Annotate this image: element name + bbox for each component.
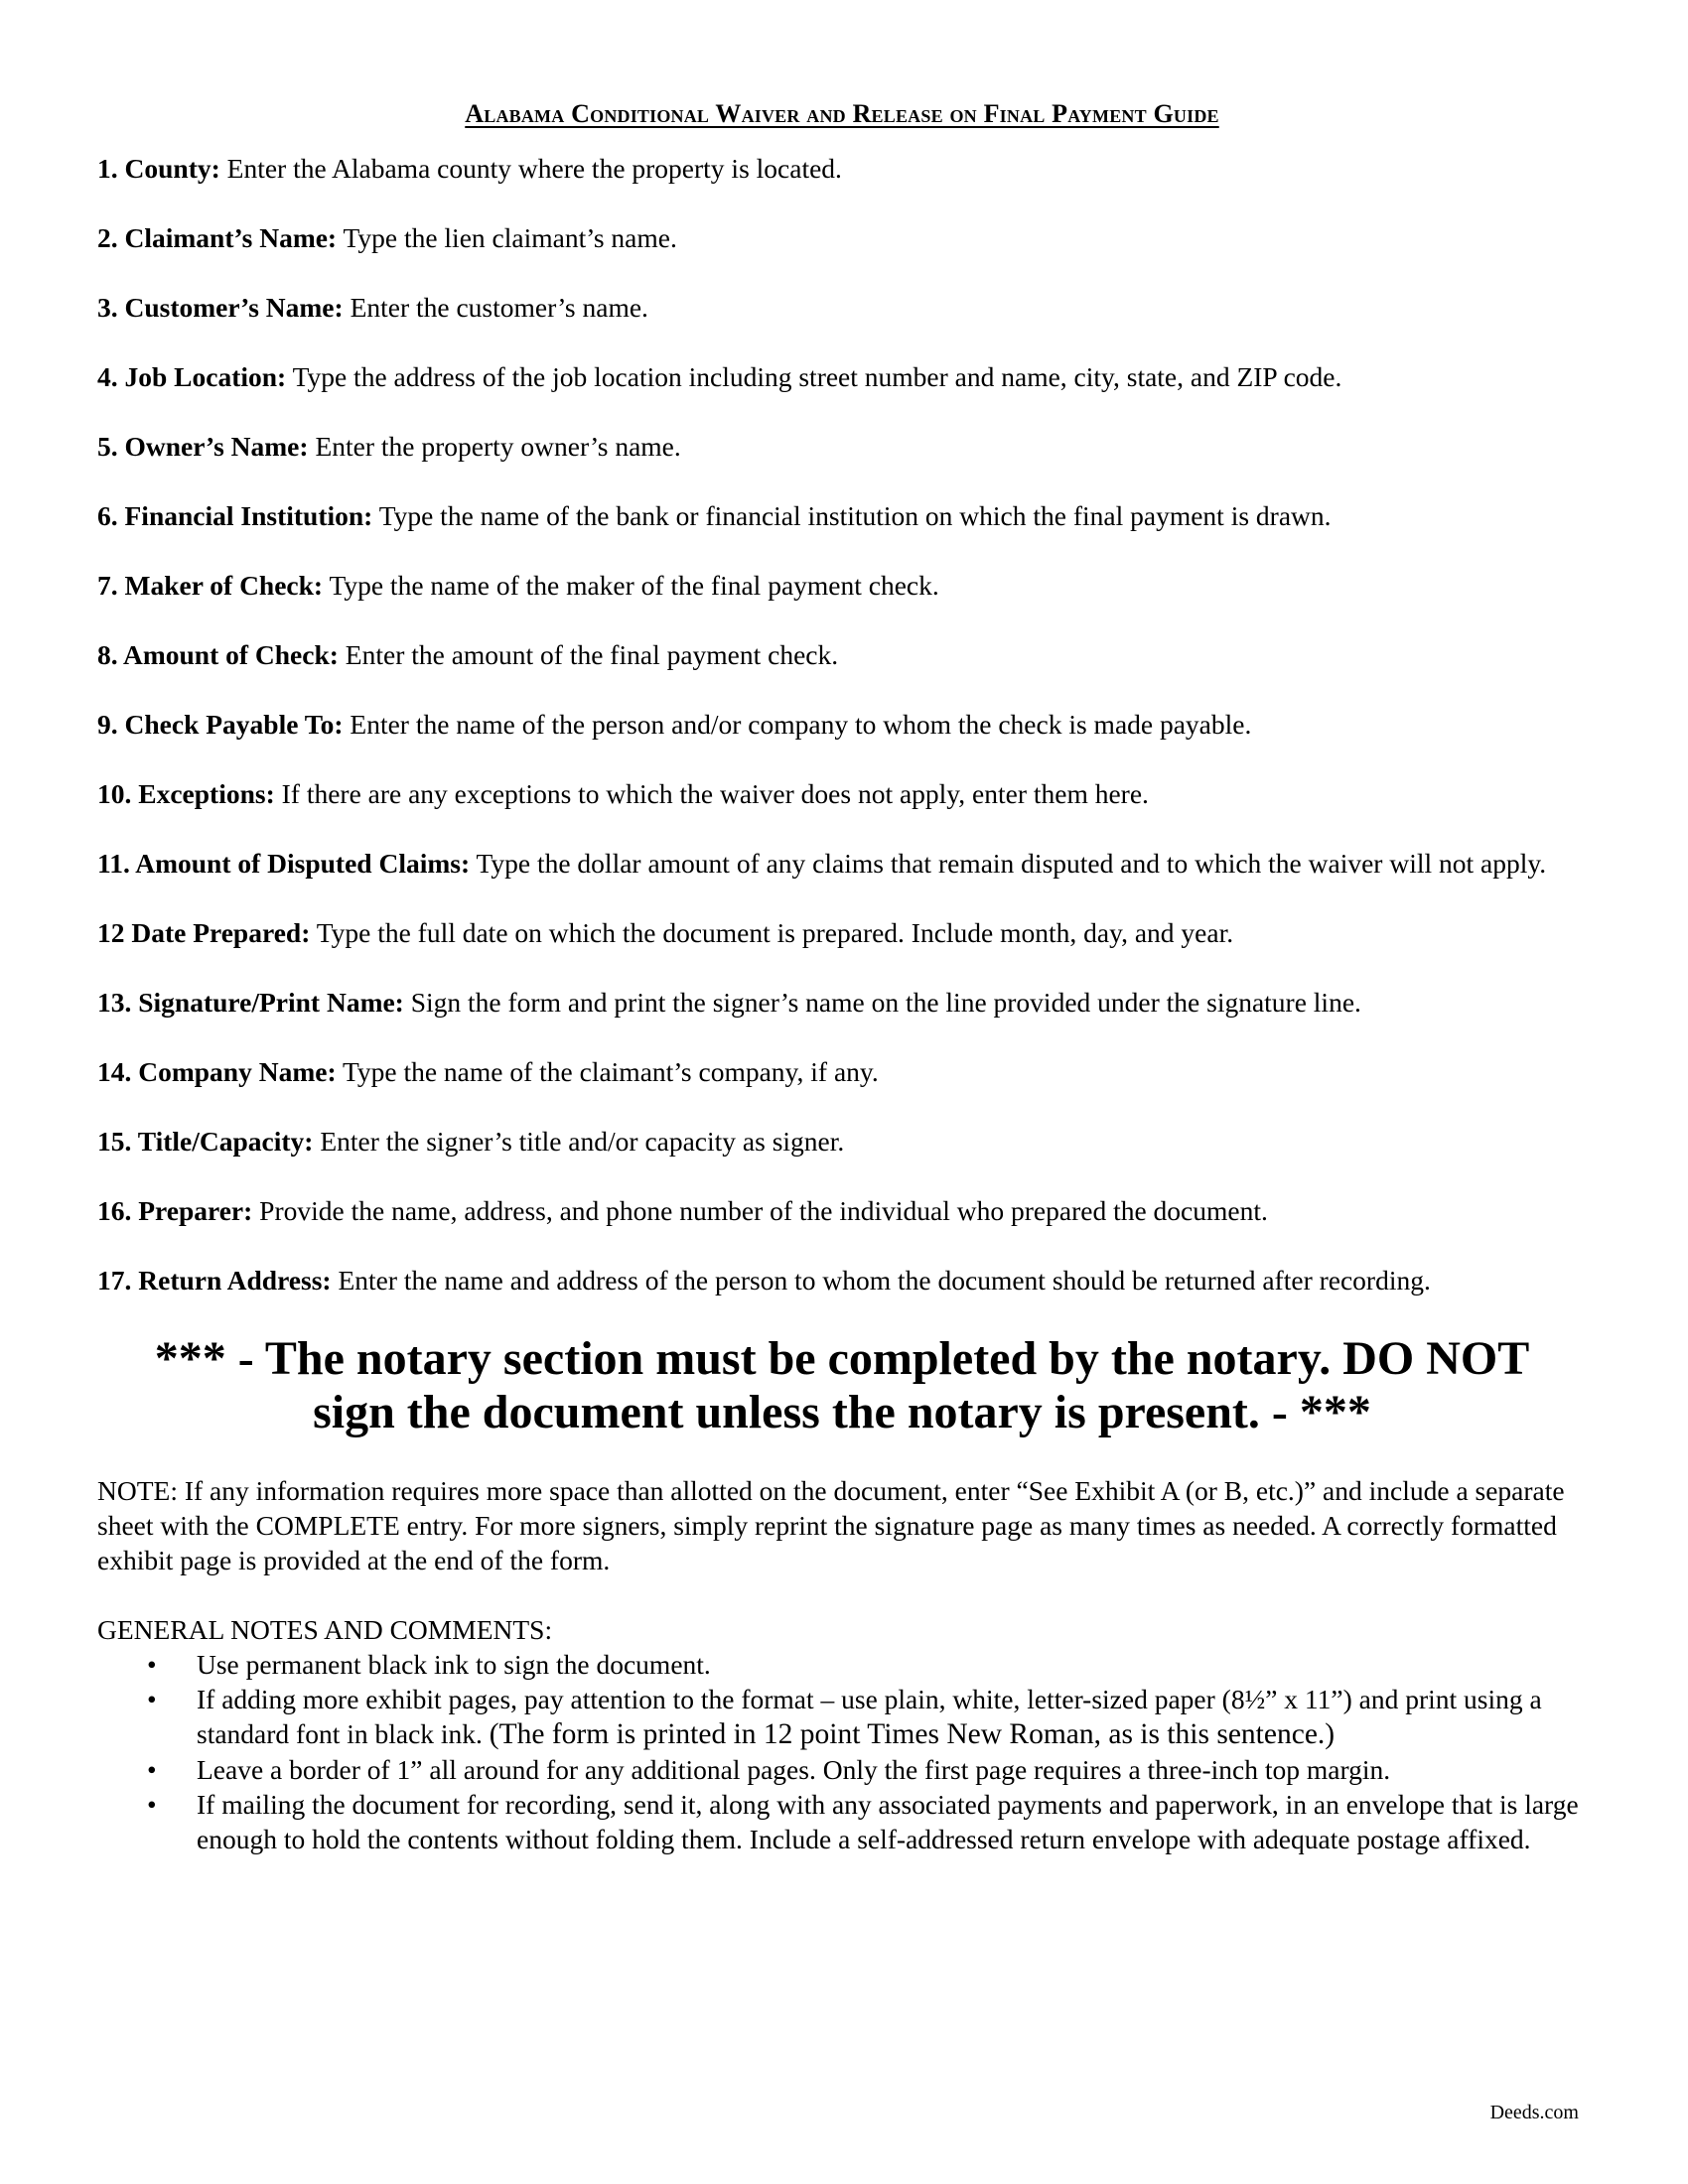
guide-item-text: Enter the signer’s title and/or capacity as signer. (313, 1126, 845, 1157)
guide-item (97, 915, 1587, 950)
guide-item-label: 7. Maker of Check: (97, 570, 324, 601)
guide-item (97, 1193, 1587, 1228)
guide-item-text: Type the lien claimant’s name. (337, 222, 677, 253)
guide-item (97, 290, 1587, 325)
guide-item (97, 1263, 1587, 1297)
bullet-icon: • (147, 1789, 157, 1820)
list-item (147, 1787, 1587, 1856)
guide-item (97, 498, 1587, 533)
guide-item-text: Type the name of the maker of the final payment check. (323, 570, 939, 601)
notary-warning: *** - The notary section must be completed by the notary. DO NOT sign the document unless the notary is present. - *** (154, 1332, 1530, 1438)
guide-item-label: 3. Customer’s Name: (97, 292, 344, 323)
guide-item (97, 846, 1587, 881)
note-paragraph: NOTE: If any information requires more space than allotted on the document, enter “See Exhibit A (or B, etc.)” and include a separate sheet with the COMPLETE entry. For more signers, simply reprint the signature page as many times as needed. A correctly formatted exhibit page is provided at the end of the form. (97, 1475, 1565, 1575)
general-notes-list (97, 1647, 1587, 1856)
bullet-icon: • (147, 1649, 157, 1680)
guide-item (97, 220, 1587, 255)
guide-item-label: 12 Date Prepared: (97, 917, 311, 948)
guide-item (97, 429, 1587, 464)
list-item-text-large: (The form is printed in 12 point Times New Roman, as is this sentence.) (489, 1718, 1336, 1750)
guide-item-text: Type the name of the claimant’s company, if any. (336, 1056, 879, 1087)
list-item (147, 1647, 1587, 1682)
guide-item-text: Enter the property owner’s name. (308, 431, 681, 462)
guide-item-label: 1. County: (97, 153, 220, 184)
guide-item-text: Enter the Alabama county where the property is located. (219, 153, 842, 184)
field-guide-list (97, 151, 1587, 1297)
guide-item-label: 6. Financial Institution: (97, 500, 373, 531)
list-item-text: If adding more exhibit pages, pay attention to the format – use plain, white, letter-sized paper (8½” x 11”) and print using a standard font in black ink. (197, 1684, 1542, 1749)
guide-item (97, 637, 1587, 672)
guide-item-text: Provide the name, address, and phone number of the individual who prepared the document. (252, 1195, 1268, 1226)
guide-item (97, 568, 1587, 603)
guide-item-text: If there are any exceptions to which the waiver does not apply, enter them here. (274, 778, 1149, 809)
guide-item-label: 14. Company Name: (97, 1056, 337, 1087)
guide-item-label: 9. Check Payable To: (97, 709, 344, 740)
list-item (147, 1752, 1587, 1787)
guide-item-label: 17. Return Address: (97, 1265, 332, 1296)
guide-item (97, 707, 1587, 742)
guide-item-label: 13. Signature/Print Name: (97, 987, 404, 1018)
guide-item (97, 1124, 1587, 1159)
guide-item-text: Type the full date on which the document is prepared. Include month, day, and year. (310, 917, 1234, 948)
guide-item (97, 985, 1587, 1020)
bullet-icon: • (147, 1754, 157, 1785)
guide-item-text: Sign the form and print the signer’s name on the line provided under the signature line. (403, 987, 1361, 1018)
guide-item-label: 8. Amount of Check: (97, 639, 339, 670)
footer-brand: Deeds.com (1489, 2102, 1579, 2123)
list-item-text: Use permanent black ink to sign the document. (197, 1649, 711, 1680)
list-item-text: Leave a border of 1” all around for any additional pages. Only the first page requires a three-inch top margin. (197, 1754, 1391, 1785)
guide-item-label: 11. Amount of Disputed Claims: (97, 848, 471, 879)
guide-item-text: Type the address of the job location including street number and name, city, state, and ZIP code. (286, 361, 1342, 392)
general-notes-heading: GENERAL NOTES AND COMMENTS: (97, 1614, 553, 1645)
bullet-icon: • (147, 1684, 157, 1714)
guide-item-label: 10. Exceptions: (97, 778, 275, 809)
document-page (97, 99, 1587, 1856)
list-item-text: If mailing the document for recording, send it, along with any associated payments and paperwork, in an envelope that is large enough to hold the contents without folding them. Include a self-addressed return envelope with adequate postage affixed. (197, 1789, 1579, 1854)
guide-item-label: 15. Title/Capacity: (97, 1126, 314, 1157)
guide-item (97, 1054, 1587, 1089)
guide-item (97, 359, 1587, 394)
guide-item (97, 776, 1587, 811)
guide-item-text: Enter the amount of the final payment check. (338, 639, 839, 670)
guide-item-label: 16. Preparer: (97, 1195, 253, 1226)
guide-item-text: Enter the name of the person and/or company to whom the check is made payable. (343, 709, 1252, 740)
guide-item-text: Enter the customer’s name. (343, 292, 648, 323)
guide-item (97, 151, 1587, 186)
list-item (147, 1682, 1587, 1752)
guide-item-text: Enter the name and address of the person to whom the document should be returned after recording. (331, 1265, 1431, 1296)
guide-item-text: Type the dollar amount of any claims that remain disputed and to which the waiver will not apply. (470, 848, 1547, 879)
guide-item-label: 4. Job Location: (97, 361, 287, 392)
document-title: Alabama Conditional Waiver and Release on Final Payment Guide (465, 99, 1219, 128)
guide-item-text: Type the name of the bank or financial institution on which the final payment is drawn. (372, 500, 1332, 531)
guide-item-label: 5. Owner’s Name: (97, 431, 309, 462)
guide-item-label: 2. Claimant’s Name: (97, 222, 338, 253)
